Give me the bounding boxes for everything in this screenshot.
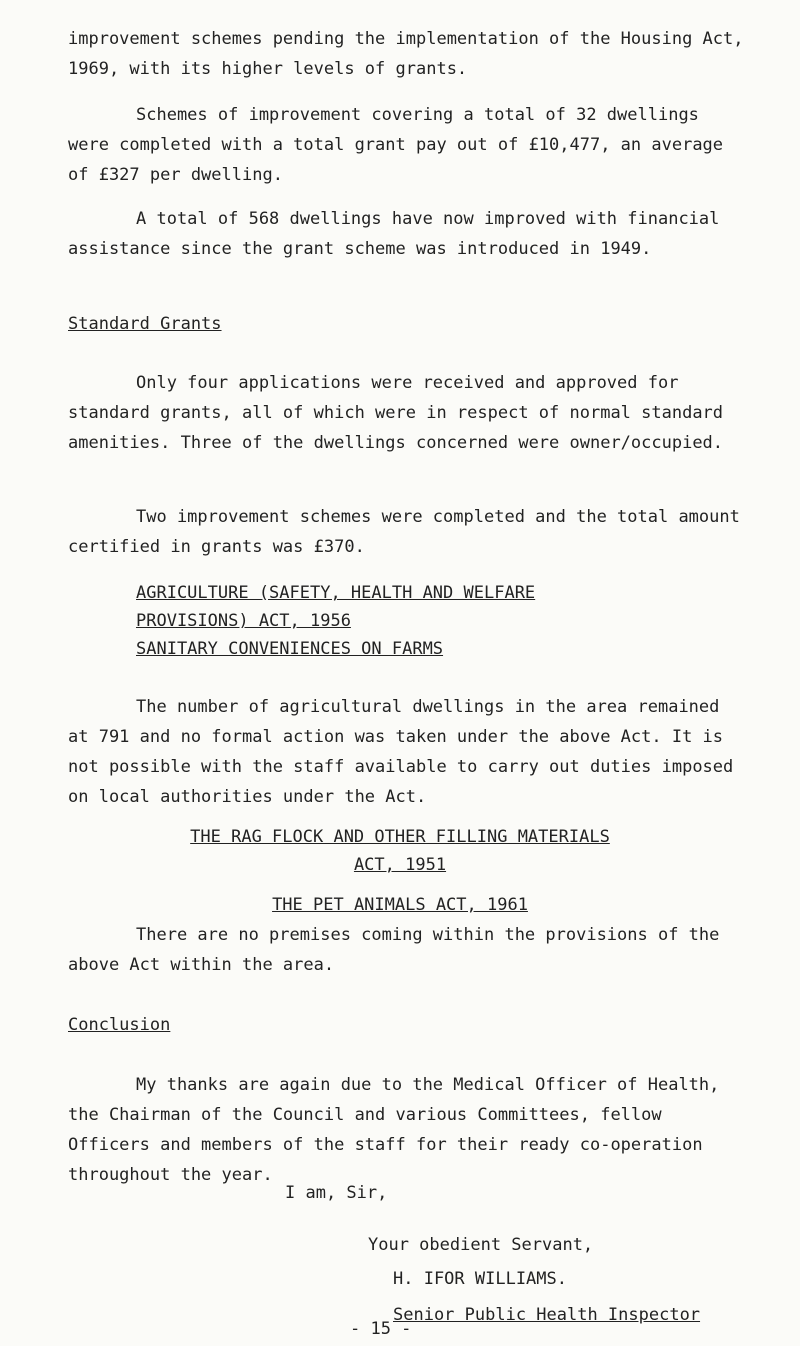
rag-flock-heading-line-2: ACT, 1951 <box>353 855 447 875</box>
conclusion-heading: Conclusion <box>68 1015 171 1035</box>
standard-grants-heading: Standard Grants <box>68 314 222 334</box>
intro-paragraph: improvement schemes pending the implementation of the Housing Act, 1969, with its higher levels of grants. <box>68 29 744 79</box>
signoff-line-2: Your obedient Servant, <box>368 1235 594 1255</box>
signoff-line-1: I am, Sir, <box>285 1183 388 1203</box>
agriculture-heading-line-1: AGRICULTURE (SAFETY, HEALTH AND WELFARE <box>136 583 536 603</box>
signatory-title: Senior Public Health Inspector <box>393 1305 701 1325</box>
pet-animals-heading: THE PET ANIMALS ACT, 1961 <box>272 895 528 915</box>
agriculture-paragraph: The number of agricultural dwellings in the area remained at 791 and no formal action was taken under the above Act. It is not possible with the staff available to carry out duties imposed on local authorities under the Act. <box>68 697 734 807</box>
agriculture-heading-line-3: SANITARY CONVENIENCES ON FARMS <box>136 639 444 659</box>
completed-schemes-paragraph: Schemes of improvement covering a total of 32 dwellings were completed with a total grant pay out of £10,477, an average of £327 per dwelling. <box>68 105 724 185</box>
standard-grants-paragraph-1: Only four applications were received and approved for standard grants, all of which were in respect of normal standard amenities. Three of the dwellings concerned were owner/occupied. <box>68 373 724 453</box>
agriculture-heading-line-2: PROVISIONS) ACT, 1956 <box>136 611 351 631</box>
total-dwellings-paragraph: A total of 568 dwellings have now improved with financial assistance since the grant scheme was introduced in 1949. <box>68 209 720 259</box>
standard-grants-paragraph-2: Two improvement schemes were completed and the total amount certified in grants was £370. <box>68 507 740 557</box>
page-number: - 15 - <box>350 1319 412 1339</box>
conclusion-paragraph: My thanks are again due to the Medical Officer of Health, the Chairman of the Council and various Committees, fellow Officers and members of the staff for their ready co-operation throughout the year. <box>68 1075 720 1185</box>
signatory-name: H. IFOR WILLIAMS. <box>393 1269 567 1289</box>
rag-flock-heading-line-1: THE RAG FLOCK AND OTHER FILLING MATERIALS <box>190 827 610 847</box>
rag-flock-paragraph: There are no premises coming within the provisions of the above Act within the area. <box>68 925 720 975</box>
